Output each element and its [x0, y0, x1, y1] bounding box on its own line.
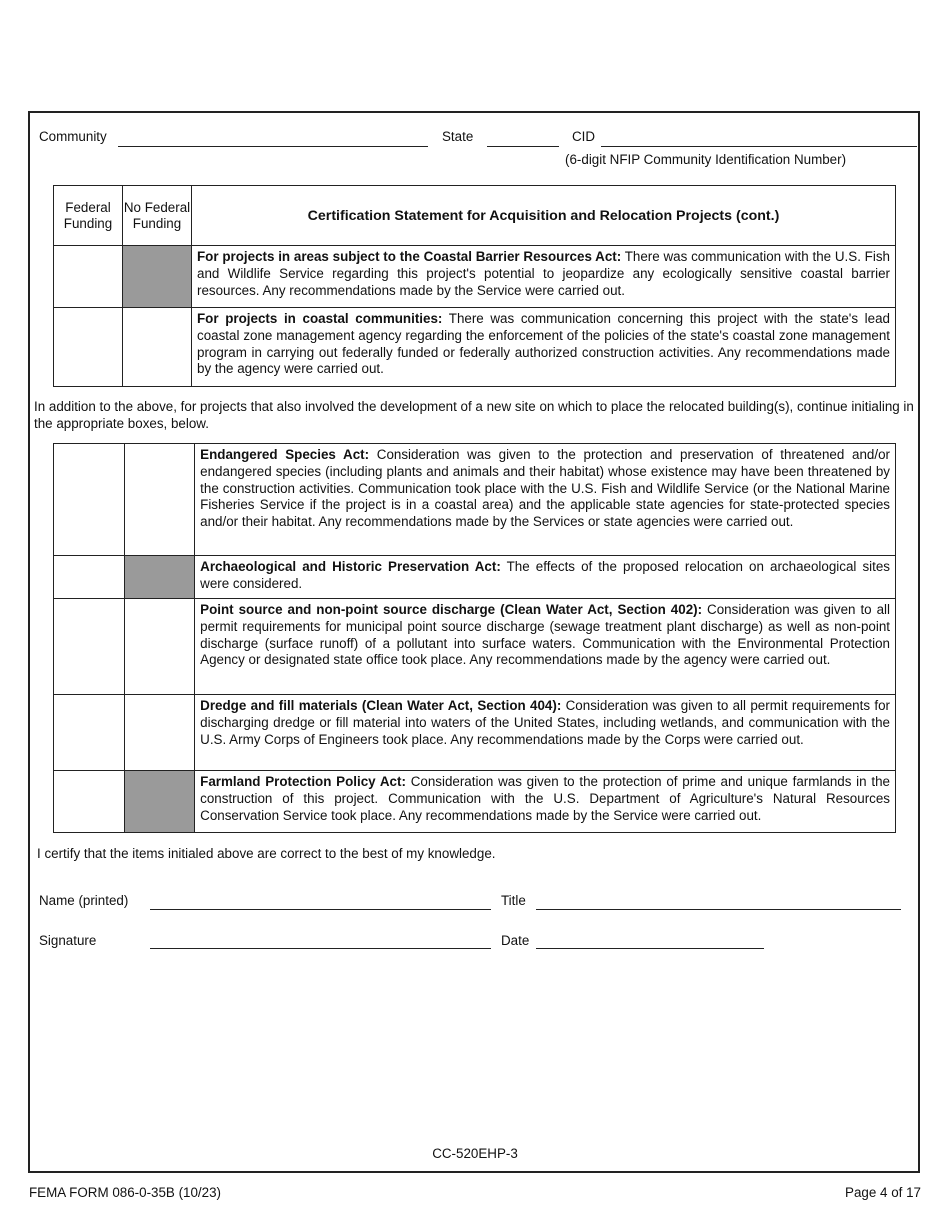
intro-paragraph: In addition to the above, for projects that also involved the development of a new site on which to place the relocated building(s), continue initialing in the appropriate boxes, below. — [34, 399, 914, 431]
federal-funding-header: Federal Funding — [54, 186, 123, 246]
state-label: State — [442, 129, 474, 144]
certification-table-2 — [53, 443, 896, 833]
no-federal-shaded-box — [124, 771, 195, 833]
table-row — [54, 556, 896, 599]
name-printed-input[interactable] — [150, 909, 491, 910]
table-row — [54, 444, 896, 556]
federal-initial-box[interactable] — [54, 771, 125, 833]
federal-initial-box[interactable] — [54, 444, 125, 556]
name-printed-label: Name (printed) — [39, 893, 129, 908]
row-text: For projects in areas subject to the Coastal Barrier Resources Act: There was communication with the U.S. Fish and Wildlife Service regarding this project's potential to jeopardize any ecologically sensitive coastal barrier resources. Any recommendations made by the Service were carried out. — [192, 246, 896, 308]
federal-initial-box[interactable] — [54, 308, 123, 387]
table-row — [54, 771, 896, 833]
table-row — [54, 695, 896, 771]
table-row — [54, 599, 896, 695]
no-federal-shaded-box — [123, 246, 192, 308]
signature-input[interactable] — [150, 948, 491, 949]
certification-table-1 — [53, 185, 896, 387]
signature-label: Signature — [39, 933, 97, 948]
title-label: Title — [501, 893, 526, 908]
federal-initial-box[interactable] — [54, 246, 123, 308]
title-input[interactable] — [536, 909, 901, 910]
date-label: Date — [501, 933, 530, 948]
page-number: Page 4 of 17 — [845, 1185, 921, 1200]
form-number: FEMA FORM 086-0-35B (10/23) — [29, 1185, 221, 1200]
no-federal-initial-box[interactable] — [124, 444, 195, 556]
state-input[interactable] — [487, 146, 559, 147]
row-text: Point source and non-point source discharge (Clean Water Act, Section 402): Consideration was given to all permit requirements for municipal point source discharge (sewage treatment plant discharge) as well as non-point discharge (surface runoff) of a pollutant into surface waters. Communication with the Environmental Protection Agency or designated state office took place. Any recommendations made by the agency were carried out. — [195, 599, 896, 695]
federal-initial-box[interactable] — [54, 599, 125, 695]
form-code: CC-520EHP-3 — [432, 1146, 518, 1161]
row-text: Archaeological and Historic Preservation Act: The effects of the proposed relocation on archaeological sites were considered. — [195, 556, 896, 599]
community-input[interactable] — [118, 146, 428, 147]
no-federal-shaded-box — [124, 556, 195, 599]
cid-label: CID — [572, 129, 596, 144]
community-label: Community — [39, 129, 107, 144]
row-text: Endangered Species Act: Consideration was given to the protection and preservation of threatened and/or endangered species (including plants and animals and their habitat) whose existence may have been threatened by the construction activities. Communication took place with the U.S. Fish and Wildlife Service (or the National Marine Fisheries Service if the project is in a coastal area) and the applicable state agencies for state-protected species and/or their habitat. Any recommendations made by the Services or state agencies were carried out. — [195, 444, 896, 556]
table-title: Certification Statement for Acquisition and Relocation Projects (cont.) — [192, 186, 896, 246]
date-input[interactable] — [536, 948, 764, 949]
no-federal-initial-box[interactable] — [124, 695, 195, 771]
no-federal-initial-box[interactable] — [123, 308, 192, 387]
federal-initial-box[interactable] — [54, 556, 125, 599]
row-text: Dredge and fill materials (Clean Water Act, Section 404): Consideration was given to all permit requirements for discharging dredge or fill material into waters of the United States, including wetlands, and communication with the U.S. Army Corps of Engineers took place. Any recommendations made by the Corps were carried out. — [195, 695, 896, 771]
cid-input[interactable] — [601, 146, 917, 147]
row-text: Farmland Protection Policy Act: Consideration was given to the protection of prime and unique farmlands in the construction of this project. Communication with the U.S. Department of Agriculture's Natural Resources Conservation Service took place. Any recommendations made by the Service were carried out. — [195, 771, 896, 833]
no-federal-initial-box[interactable] — [124, 599, 195, 695]
no-federal-funding-header: No Federal Funding — [123, 186, 192, 246]
table-row — [54, 246, 896, 308]
table-row — [54, 308, 896, 387]
table-header-row — [54, 186, 896, 246]
cid-note: (6-digit NFIP Community Identification Number) — [565, 152, 847, 167]
row-text: For projects in coastal communities: There was communication concerning this project with the state's lead coastal zone management agency regarding the enforcement of the policies of the state's coastal zone management program in carrying out federally funded or federally authorized construction activities. Any recommendations made by the agency were carried out. — [192, 308, 896, 387]
certify-text: I certify that the items initialed above are correct to the best of my knowledge. — [37, 846, 496, 861]
federal-initial-box[interactable] — [54, 695, 125, 771]
